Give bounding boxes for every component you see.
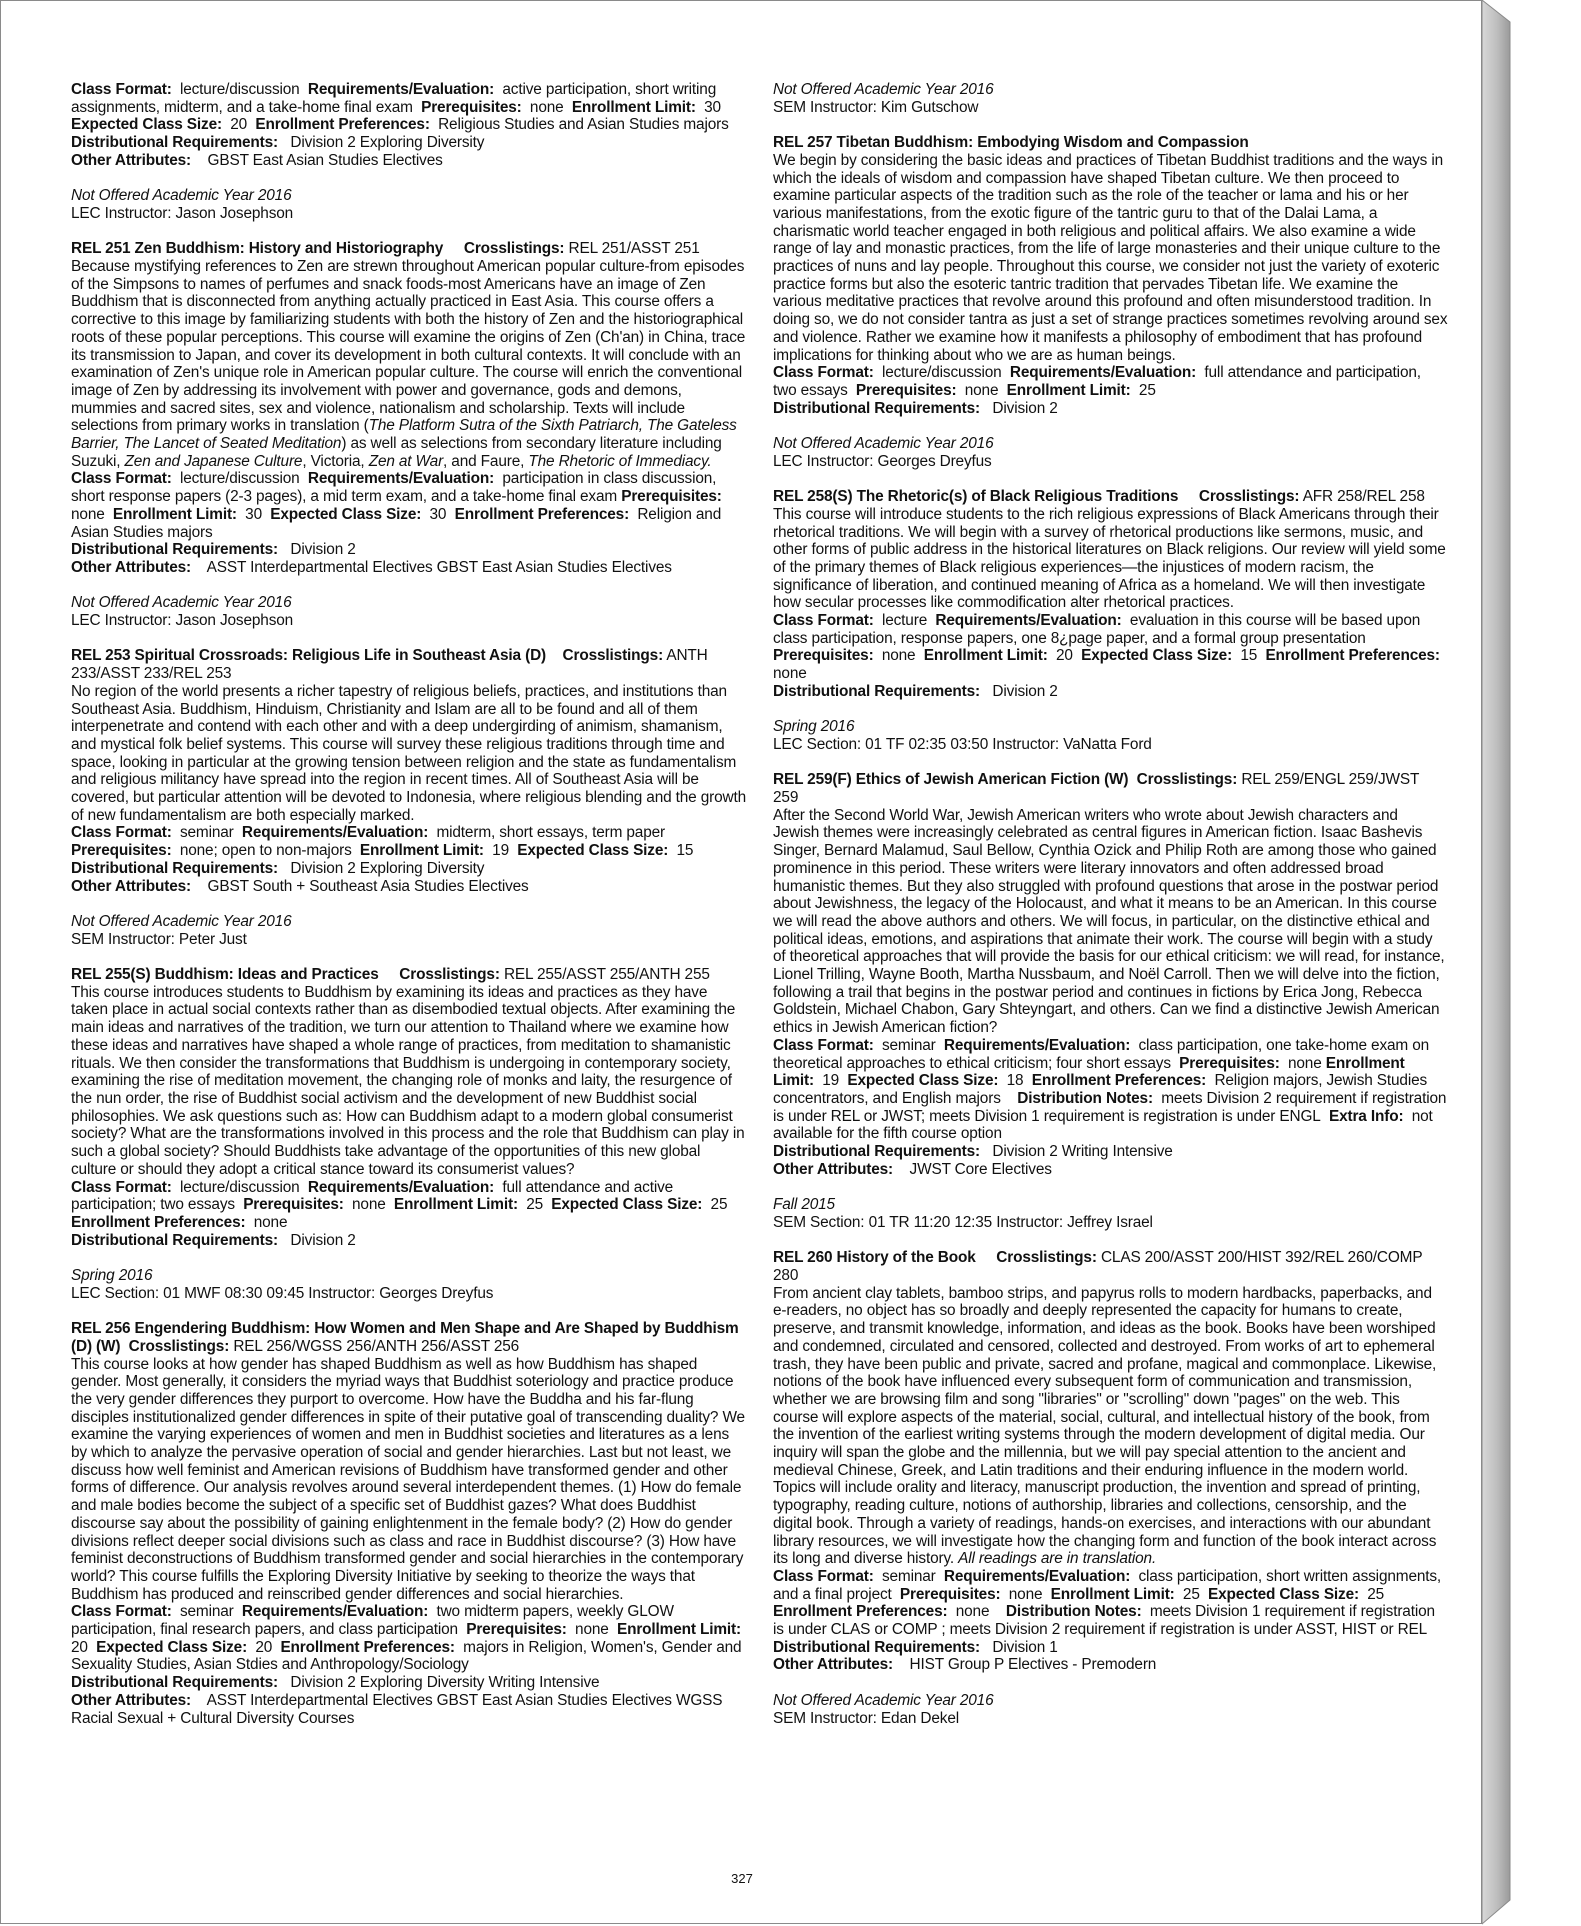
label-prerequisites: Prerequisites: — [1179, 1054, 1280, 1072]
value-distribution-notes: meets Division 2 requirement if registration is under REL or JWST; meets Division 1 requirement is registration is under ENGL — [773, 1090, 1447, 1125]
value-class-size: 30 — [429, 505, 447, 523]
other-attributes — [71, 878, 746, 896]
course-description: This course will introduce students to the rich religious expressions of Black Americans through their rhetorical traditions. We will begin with a survey of rhetorical productions like sermons, music, and other forms of public address in the historical literatures on Black religions. Our review will yield some of the primary themes of Black religious experiences—the injustices of modern racism, the significance of liberation, and continued meaning of Africa as a homeland. We will then investigate how secular processes like commodification alter rhetorical practices. — [773, 505, 1446, 612]
description-text: Because mystifying references to Zen are strewn throughout American popular culture-from episodes of the Simpsons to names of perfumes and snack foods-most Americans have an image of Zen Buddhism that is disconnected from anything actually practiced in East Asia. This course offers a corrective to this image by familiarizing students with both the history of Zen and the historiographical roots of these popular perceptions. This course will examine the origins of Zen (Ch'an) in China, trace its transmission to Japan, and cover its development in both cultural contexts. It will conclude with an examination of Zen's unique role in American popular culture. The course will enrich the conventional image of Zen by addressing its involvement with power and governance, gods and demons, mummies and sacred sites, sex and violence, nationalism and scholarship. Texts will include selections from primary works in translation ( — [71, 258, 746, 435]
value-enrollment-preferences: none — [253, 1213, 288, 1231]
label-prerequisites: Prerequisites: — [466, 1621, 567, 1639]
value-crosslistings: REL 259/ENGL 259/JWST 259 — [773, 771, 1419, 807]
value-class-size: 15 — [676, 842, 694, 860]
distributional-requirements — [71, 1232, 746, 1250]
right-column — [773, 81, 1448, 1727]
offering-status: Not Offered Academic Year 2016 — [71, 187, 292, 205]
label-crosslistings: Crosslistings: — [128, 1337, 230, 1355]
value-enrollment-limit: 30 — [704, 98, 721, 116]
value-enrollment-limit: 20 — [1056, 647, 1073, 665]
label-prerequisites: Prerequisites: — [855, 381, 957, 399]
course-title-rel-257: REL 257 Tibetan Buddhism: Embodying Wisdom and Compassion — [773, 134, 1249, 152]
label-class-format: Class Format: — [71, 1178, 172, 1196]
label-prerequisites: Prerequisites: — [421, 98, 522, 116]
distributional-requirements — [71, 134, 746, 152]
other-attributes — [71, 1692, 746, 1727]
instructor-line: SEM Instructor: Edan Dekel — [773, 1709, 959, 1727]
value-crosslistings: REL 251/ASST 251 — [568, 240, 700, 258]
label-requirements: Requirements/Evaluation: — [1009, 364, 1197, 382]
label-requirements: Requirements/Evaluation: — [307, 81, 495, 98]
description-italic: Zen and Japanese Culture — [124, 452, 303, 470]
label-distribution-notes: Distribution Notes: — [1005, 1603, 1142, 1621]
distributional-requirements — [71, 1674, 746, 1692]
course-description — [71, 258, 746, 470]
label-crosslistings: Crosslistings: — [1198, 488, 1300, 506]
course-description: After the Second World War, Jewish American writers who wrote about Jewish characters and Jewish themes were increasingly celebrated as central figures in American fiction. Isaac Bashevis Singer, Bernard Malamud, Saul Bellow, Cynthia Ozick and Philip Roth are among those who gained prominence in this period. These writers were literary innovators and often addressed broad humanistic themes. But they also struggled with profound questions that arose in the postwar period about Jewishness, the legacy of the Holocaust, and what it means to be an American. In this course we will read the above authors and others. We will focus, in particular, on the distinctive ethical and political ideas, emotions, and aspirations that animate their work. The course will begin with a study of theoretical approaches that will provide the basis for our ethical criticism: we will read, for instance, Lionel Trilling, Wayne Booth, Martha Nussbaum, and Noël Carroll. Then we will delve into the fiction, following a trail that begins in the postwar period and continues in fictions by Erica Jong, Rebecca Goldstein, Michael Chabon, Gary Shteyngart, and others. Can we find a distinctive Jewish American ethics in Jewish American fiction? — [773, 806, 1445, 1037]
label-crosslistings: Crosslistings: — [996, 1249, 1097, 1267]
label-enrollment-preferences: Enrollment Preferences: — [1031, 1072, 1207, 1090]
label-prerequisites: Prerequisites: — [773, 647, 874, 665]
section-line: SEM Section: 01 TR 11:20 12:35 Instructor: Jeffrey Israel — [773, 1213, 1153, 1231]
value-prerequisites: none — [352, 1196, 386, 1214]
value-requirements: active participation, short writing assignments, midterm, and a take-home final exam — [71, 81, 717, 116]
label-requirements: Requirements/Evaluation: — [935, 612, 1122, 630]
value-class-size: 15 — [1240, 647, 1258, 665]
distributional-requirements — [773, 683, 1448, 701]
section-line: LEC Section: 01 TF 02:35 03:50 Instructor: VaNatta Ford — [773, 735, 1152, 753]
offering-status: Not Offered Academic Year 2016 — [71, 912, 292, 930]
course-title-rel-258 — [773, 488, 1448, 506]
course-description — [773, 1285, 1448, 1568]
term: Fall 2015 — [773, 1196, 835, 1214]
label-class-size: Expected Class Size: — [71, 116, 222, 134]
label-enrollment-limit: Enrollment Limit: — [359, 842, 484, 860]
value-other-attributes: GBST South + Southeast Asia Studies Electives — [207, 877, 529, 895]
offering-status: Not Offered Academic Year 2016 — [773, 81, 994, 98]
course-details — [773, 1568, 1448, 1639]
value-class-format: lecture/discussion — [179, 81, 300, 98]
course-details — [71, 1179, 746, 1232]
label-other-attributes: Other Attributes: — [71, 151, 192, 169]
value-distributional: Division 2 Exploring Diversity Writing Intensive — [290, 1674, 600, 1692]
value-prerequisites: none — [575, 1621, 609, 1639]
value-requirements: class participation, one take-home exam on theoretical approaches to ethical criticism; four short essays — [773, 1036, 1430, 1072]
value-enrollment-preferences: Religious Studies and Asian Studies majors — [438, 116, 729, 134]
course-details — [773, 612, 1448, 683]
label-prerequisites: Prerequisites: — [621, 488, 722, 506]
label-distributional: Distributional Requirements: — [71, 1231, 279, 1249]
label-distributional: Distributional Requirements: — [773, 1143, 981, 1161]
course-title: REL 256 Engendering Buddhism: How Women and Men Shape and Are Shaped by Buddhism (D) (W) — [71, 1320, 739, 1355]
value-class-format: lecture/discussion — [179, 470, 300, 488]
label-class-format: Class Format: — [71, 470, 172, 488]
course-title: REL 253 Spiritual Crossroads: Religious Life in Southeast Asia (D) — [71, 647, 547, 665]
value-distributional: Division 2 — [992, 399, 1058, 417]
label-class-format: Class Format: — [71, 1603, 172, 1621]
label-requirements: Requirements/Evaluation: — [307, 470, 495, 488]
instructor-line: LEC Instructor: Georges Dreyfus — [773, 452, 992, 470]
course-title: REL 251 Zen Buddhism: History and Historiography — [71, 240, 444, 258]
other-attributes — [773, 1161, 1448, 1179]
label-prerequisites: Prerequisites: — [243, 1196, 344, 1214]
label-distributional: Distributional Requirements: — [773, 399, 981, 417]
value-distributional: Division 2 — [992, 682, 1058, 700]
course-title-rel-260 — [773, 1249, 1448, 1284]
distributional-requirements — [773, 400, 1448, 418]
page-number: 327 — [731, 1871, 753, 1886]
value-prerequisites: none — [1008, 1585, 1043, 1603]
label-requirements: Requirements/Evaluation: — [943, 1567, 1131, 1585]
label-requirements: Requirements/Evaluation: — [241, 824, 429, 842]
value-crosslistings: CLAS 200/ASST 200/HIST 392/REL 260/COMP 280 — [773, 1249, 1423, 1284]
value-other-attributes: GBST East Asian Studies Electives — [207, 151, 443, 169]
value-crosslistings: AFR 258/REL 258 — [1302, 488, 1425, 506]
value-distributional: Division 1 — [992, 1638, 1058, 1656]
instructor-line: LEC Instructor: Jason Josephson — [71, 204, 294, 222]
label-class-size: Expected Class Size: — [551, 1196, 703, 1214]
value-enrollment-limit: 19 — [822, 1072, 840, 1090]
value-requirements: full attendance and participation, two essays — [773, 364, 1421, 399]
course-details — [71, 81, 746, 134]
course-details — [773, 364, 1448, 399]
term: Spring 2016 — [71, 1267, 153, 1284]
value-prerequisites: none — [529, 98, 564, 116]
label-enrollment-preferences: Enrollment Preferences: — [1265, 647, 1440, 665]
value-requirements: midterm, short essays, term paper — [436, 824, 666, 842]
value-extra-info: not available for the fifth course option — [773, 1107, 1433, 1143]
label-enrollment-preferences: Enrollment Preferences: — [773, 1603, 948, 1621]
value-class-size: 25 — [1367, 1585, 1385, 1603]
value-class-format: seminar — [179, 1603, 234, 1621]
value-class-format: seminar — [881, 1567, 936, 1585]
distributional-requirements — [773, 1639, 1448, 1657]
offering-status: Not Offered Academic Year 2016 — [773, 1691, 994, 1709]
course-title: REL 258(S) The Rhetoric(s) of Black Religious Traditions — [773, 488, 1179, 506]
value-crosslistings: REL 256/WGSS 256/ANTH 256/ASST 256 — [233, 1337, 520, 1355]
label-other-attributes: Other Attributes: — [71, 877, 192, 895]
value-distributional: Division 2 — [290, 1231, 356, 1249]
description-italic: The Rhetoric of Immediacy. — [528, 452, 712, 470]
distributional-requirements — [773, 1143, 1448, 1161]
value-prerequisites: none — [71, 505, 105, 523]
label-enrollment-limit: Enrollment Limit: — [616, 1621, 741, 1639]
other-attributes — [71, 152, 746, 170]
course-title: REL 255(S) Buddhism: Ideas and Practices — [71, 966, 379, 984]
value-prerequisites: none; open to non-majors — [179, 842, 352, 860]
label-class-format: Class Format: — [773, 612, 874, 630]
value-other-attributes: HIST Group P Electives - Premodern — [909, 1656, 1157, 1674]
term: Spring 2016 — [773, 718, 855, 736]
other-attributes — [773, 1656, 1448, 1674]
value-distributional: Division 2 Exploring Diversity — [290, 134, 485, 152]
page-curl — [1482, 0, 1581, 1926]
label-class-format: Class Format: — [71, 81, 172, 98]
label-enrollment-limit: Enrollment Limit: — [112, 505, 237, 523]
label-enrollment-limit: Enrollment Limit: — [1050, 1585, 1175, 1603]
description-italic: The Platform Sutra of the Sixth Patriarch, The Gateless Barrier, The Lancet of Seated Meditation — [71, 417, 737, 453]
label-class-size: Expected Class Size: — [1208, 1585, 1359, 1603]
value-enrollment-limit: 30 — [245, 505, 262, 523]
value-enrollment-limit: 19 — [492, 842, 509, 860]
value-class-format: lecture/discussion — [179, 1178, 300, 1196]
label-extra-info: Extra Info: — [1328, 1107, 1404, 1125]
course-title: REL 260 History of the Book — [773, 1249, 976, 1267]
label-class-size: Expected Class Size: — [270, 505, 422, 523]
label-other-attributes: Other Attributes: — [773, 1656, 894, 1674]
description-italic: Zen at War — [368, 452, 444, 470]
value-enrollment-preferences: majors in Religion, Women's, Gender and Sexuality Studies, Asian Stdies and Anthropology/Sociology — [71, 1638, 742, 1674]
value-enrollment-preferences: Religion and Asian Studies majors — [71, 505, 722, 541]
instructor-line: SEM Instructor: Kim Gutschow — [773, 98, 979, 116]
value-enrollment-limit: 25 — [526, 1196, 544, 1214]
distributional-requirements — [71, 860, 746, 878]
value-crosslistings: REL 255/ASST 255/ANTH 255 — [503, 966, 710, 984]
label-class-size: Expected Class Size: — [96, 1638, 248, 1656]
value-enrollment-preferences: Religion majors, Jewish Studies concentrators, and English majors — [773, 1072, 1428, 1107]
course-details — [71, 470, 746, 541]
label-enrollment-preferences: Enrollment Preferences: — [255, 116, 430, 134]
value-requirements: two midterm papers, weekly GLOW participation, final research papers, and class participation — [71, 1603, 674, 1639]
value-distributional: Division 2 Writing Intensive — [992, 1143, 1173, 1161]
value-enrollment-limit: 20 — [71, 1638, 88, 1656]
label-class-size: Expected Class Size: — [517, 842, 669, 860]
value-distributional: Division 2 — [290, 541, 356, 559]
label-distributional: Distributional Requirements: — [71, 134, 279, 152]
other-attributes — [71, 559, 746, 577]
course-title-rel-253 — [71, 647, 746, 682]
offering-status: Not Offered Academic Year 2016 — [773, 435, 994, 453]
value-class-size: 18 — [1006, 1072, 1024, 1090]
course-description: We begin by considering the basic ideas and practices of Tibetan Buddhist traditions and the ways in which the ideals of wisdom and compassion have shaped Tibetan culture. We then proceed to examine particular aspects of the tradition such as the role of the teacher or lama and his or her various manifestations, from the exotic figure of the tantric guru to that of the Dalai Lama, a charismatic world teacher engaged in both religious and political affairs. We also examine a wide range of lay and monastic practices, from the life of large monasteries and their unique culture to the practices of nuns and lay people. Throughout this course, we consider not just the variety of exoteric practice forms but also the esoteric tantric tradition that pervades Tibetan life. We examine the various meditative practices that revolve around this profound and often misunderstood tradition. In doing so, we do not consider tantra as just a set of strange practices sometimes revolving around sex and violence. Rather we examine how it manifests a philosophy of embodiment that has profound implications for thinking about who we are as human beings. — [773, 151, 1448, 364]
label-class-format: Class Format: — [773, 1036, 874, 1054]
course-description: This course looks at how gender has shaped Buddhism as well as how Buddhism has shaped gender. Most generally, it considers the myriad ways that Buddhist soteriology and practice produce the very gender differences they purport to overcome. How have the Buddha and his far-flung disciples institutionalized gender differences in spite of their putative goal of transcending duality? We examine the varying experiences of women and men in Buddhist societies and literatures as a lens by which to analyze the pervasive operation of social and gender hierarchies. Last but not least, we discuss how well feminist and American revisions of Buddhism have transformed gender and other forms of difference. Our analysis revolves around several interdependent themes. (1) How do female and male bodies become the subject of a specific set of Buddhist gazes? What does Buddhist discourse say about the possibility of gaining enlightenment in the female body? (2) How do gender divisions reflect deeper social divisions such as class and race in Buddhist discourse? (3) How have feminist deconstructions of Buddhism transformed gender and social hierarchies in the contemporary world? This course fulfills the Exploring Diversity Initiative by seeking to theorize the ways that Buddhism has produced and reinscribed gender differences and social hierarchies. — [71, 1355, 745, 1603]
label-requirements: Requirements/Evaluation: — [943, 1036, 1131, 1054]
value-distributional: Division 2 Exploring Diversity — [290, 859, 485, 877]
distributional-requirements — [71, 541, 746, 559]
label-requirements: Requirements/Evaluation: — [241, 1603, 429, 1621]
value-class-size: 20 — [230, 116, 248, 134]
value-enrollment-limit: 25 — [1138, 381, 1156, 399]
value-other-attributes: ASST Interdepartmental Electives GBST East Asian Studies Electives — [206, 558, 672, 576]
value-class-format: seminar — [179, 824, 234, 842]
label-distributional: Distributional Requirements: — [71, 859, 279, 877]
label-class-format: Class Format: — [773, 1567, 874, 1585]
label-enrollment-limit: Enrollment Limit: — [923, 647, 1048, 665]
label-distribution-notes: Distribution Notes: — [1017, 1090, 1153, 1107]
course-details — [773, 1037, 1448, 1143]
value-class-size: 25 — [710, 1196, 728, 1214]
label-other-attributes: Other Attributes: — [71, 1691, 192, 1709]
label-prerequisites: Prerequisites: — [71, 842, 172, 860]
label-other-attributes: Other Attributes: — [773, 1160, 894, 1178]
description-italic: All readings are in translation. — [958, 1550, 1157, 1568]
value-class-format: seminar — [881, 1036, 936, 1054]
label-class-size: Expected Class Size: — [1081, 647, 1233, 665]
label-enrollment-limit: Enrollment Limit: — [393, 1196, 518, 1214]
label-prerequisites: Prerequisites: — [899, 1585, 1001, 1603]
label-enrollment-limit: Enrollment Limit: — [773, 1054, 1405, 1090]
value-enrollment-limit: 25 — [1182, 1585, 1200, 1603]
course-description: No region of the world presents a richer tapestry of religious beliefs, practices, and institutions than Southeast Asia. Buddhism, Hinduism, Christianity and Islam are all to be found and all of them interpenetrate and contend with each other and with a deep undergirding of animism, shamanism, and mystical folk belief systems. This course will survey these religious traditions through time and space, looking in particular at the growing tension between religion and the state as fundamentalism and religious militancy have spread into the region in recent times. All of Southeast Asia will be covered, but particular attention will be devoted to Indonesia, where religious blending and the growth of new fundamentalism are both especially marked. — [71, 682, 747, 824]
value-requirements: full attendance and active participation; two essays — [71, 1178, 674, 1214]
label-distributional: Distributional Requirements: — [773, 1638, 981, 1656]
instructor-line: LEC Instructor: Jason Josephson — [71, 612, 294, 630]
label-enrollment-limit: Enrollment Limit: — [1006, 381, 1131, 399]
label-crosslistings: Crosslistings: — [463, 240, 565, 258]
label-crosslistings: Crosslistings: — [1136, 771, 1238, 789]
course-description: This course introduces students to Buddhism by examining its ideas and practices as they have taken place in actual social contexts rather than as disembodied textual objects. After examining the main ideas and narratives of the tradition, we turn our attention to Thailand where we examine how these ideas and narratives have shaped a whole range of practices, from meditation to shamanistic rituals. We then consider the transformations that Buddhism is undergoing in contemporary society, examining the rise of meditation movement, the changing role of monks and laity, the resurgence of the nun order, the rise of Buddhist social activism and the development of new Buddhist social philosophies. We ask questions such as: How can Buddhism adapt to a modern global consumerist society? What are the transformations involved in this process and the role that Buddhism can play in such a global society? Should Buddhists take advantage of the opportunities of this new global culture or should they adopt a critical stance toward its consumerist values? — [71, 983, 745, 1178]
value-requirements: class participation, short written assignments, and a final project — [773, 1567, 1442, 1603]
label-crosslistings: Crosslistings: — [562, 647, 664, 665]
label-requirements: Requirements/Evaluation: — [307, 1178, 495, 1196]
offering-status: Not Offered Academic Year 2016 — [71, 594, 292, 612]
label-distributional: Distributional Requirements: — [773, 682, 981, 700]
value-other-attributes: ASST Interdepartmental Electives GBST East Asian Studies Electives WGSS Racial Sexual + Cultural Diversity Courses — [71, 1691, 723, 1727]
label-crosslistings: Crosslistings: — [399, 966, 500, 984]
label-enrollment-preferences: Enrollment Preferences: — [71, 1213, 246, 1231]
section-line: LEC Section: 01 MWF 08:30 09:45 Instructor: Georges Dreyfus — [71, 1284, 494, 1302]
value-enrollment-preferences: none — [955, 1603, 990, 1621]
label-enrollment-preferences: Enrollment Preferences: — [454, 505, 630, 523]
value-distribution-notes: meets Division 1 requirement if registration is under CLAS or COMP ; meets Division 2 requirement if registration is under ASST, HIST or REL — [773, 1603, 1435, 1639]
course-details — [71, 1603, 746, 1674]
value-class-size: 20 — [255, 1638, 273, 1656]
label-class-format: Class Format: — [773, 364, 874, 382]
value-enrollment-preferences: none — [773, 665, 807, 683]
label-other-attributes: Other Attributes: — [71, 558, 192, 576]
description-text: ) as well as selections from secondary literature including Suzuki, — [71, 435, 722, 470]
label-class-size: Expected Class Size: — [847, 1072, 999, 1090]
value-prerequisites: none — [1287, 1054, 1322, 1072]
description-text: , Victoria, — [302, 452, 369, 470]
value-class-format: lecture — [881, 612, 928, 630]
instructor-line: SEM Instructor: Peter Just — [71, 930, 247, 948]
course-title-rel-256 — [71, 1320, 746, 1355]
label-distributional: Distributional Requirements: — [71, 1674, 279, 1692]
course-title: REL 259(F) Ethics of Jewish American Fiction (W) — [773, 771, 1129, 789]
label-class-format: Class Format: — [71, 824, 172, 842]
value-other-attributes: JWST Core Electives — [909, 1160, 1052, 1178]
label-enrollment-preferences: Enrollment Preferences: — [280, 1638, 455, 1656]
course-details — [71, 824, 746, 859]
label-enrollment-limit: Enrollment Limit: — [571, 98, 696, 116]
value-class-format: lecture/discussion — [881, 364, 1002, 382]
description-text: , and Faure, — [443, 452, 529, 470]
value-prerequisites: none — [964, 381, 999, 399]
course-title-rel-251 — [71, 240, 746, 258]
label-distributional: Distributional Requirements: — [71, 541, 279, 559]
course-title-rel-259 — [773, 771, 1448, 806]
value-prerequisites: none — [881, 647, 916, 665]
course-title-rel-255 — [71, 966, 746, 984]
value-requirements: evaluation in this course will be based upon class participation, response papers, one 8¿page paper, and a formal group presentation — [773, 612, 1421, 647]
value-requirements: participation in class discussion, short response papers (2-3 pages), a mid term exam, and a take-home final exam — [71, 470, 717, 506]
description-text: From ancient clay tablets, bamboo strips, and papyrus rolls to modern hardbacks, paperbacks, and e-readers, no object has so broadly and deeply represented the capacity for humans to create, preserve, and transmit knowledge, information, and ideas as the book. Books have been worshiped and condemned, circulated and censored, collected and destroyed. From works of art to ephemeral trash, they have been public and private, sacred and profane, magical and commonplace. Likewise, notions of the book have influenced every subsequent form of communication and transmission, whether we are browsing film and song "libraries" or "scrolling" down "pages" on the web. This course will explore aspects of the material, social, cultural, and intellectual history of the book, from the invention of the earliest writing systems through the modern development of digital media. Our inquiry will span the globe and the millennia, but we will pay special attention to the ancient and medieval Chinese, Greek, and Latin traditions and their enduring influence in the modern world. Topics will include orality and literacy, manuscript production, the invention and spread of printing, typography, reading culture, notions of authorship, libraries and collections, censorship, and the digital book. Through a variety of readings, hands-on exercises, and interactions with our abundant library resources, we will investigate how the changing form and function of the book interact across its long and diverse history. — [773, 1284, 1437, 1568]
value-crosslistings: ANTH 233/ASST 233/REL 253 — [71, 647, 708, 683]
left-column — [71, 81, 746, 1727]
